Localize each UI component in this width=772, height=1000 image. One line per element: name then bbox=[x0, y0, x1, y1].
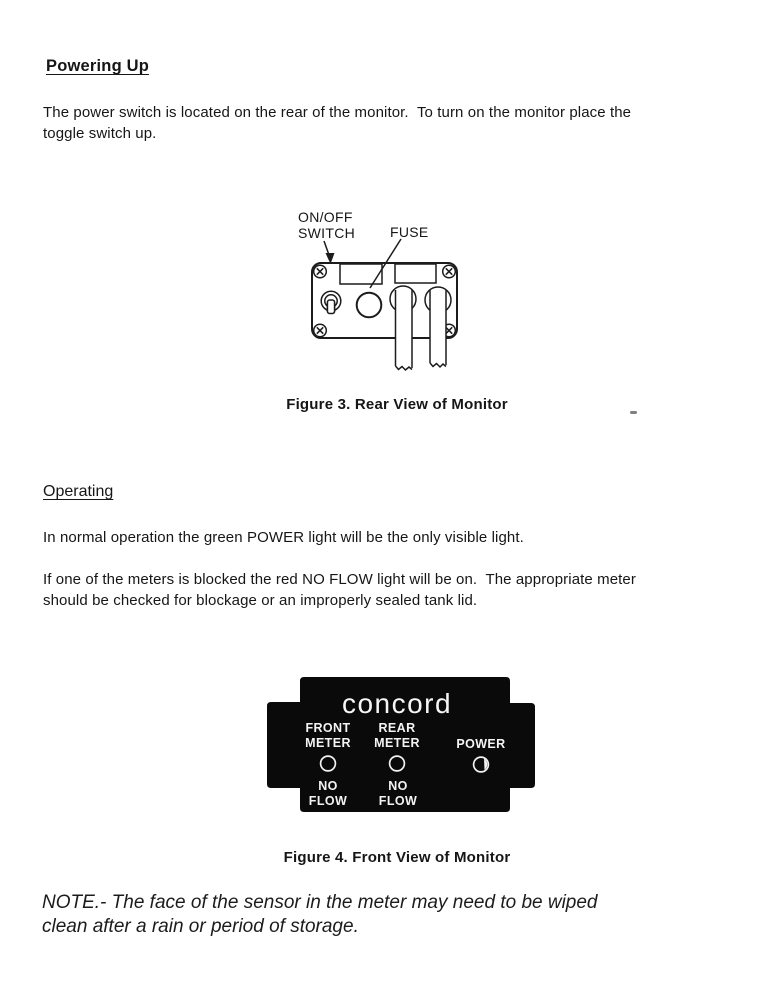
front-no-flow-label-line1: NO bbox=[318, 779, 338, 793]
rear-no-flow-label-line1: NO bbox=[388, 779, 408, 793]
figure4-caption: Figure 4. Front View of Monitor bbox=[283, 849, 511, 866]
figure-rear-view-diagram bbox=[290, 200, 475, 378]
note-line2: clean after a rain or period of storage. bbox=[42, 915, 359, 937]
screw-icon-top-right bbox=[443, 265, 456, 278]
paragraph-normal-operation: In normal operation the green POWER light will be the only visible light. bbox=[43, 529, 524, 546]
cable-left bbox=[396, 290, 413, 370]
paragraph-no-flow-line1: If one of the meters is blocked the red NO FLOW light will be on. The appropriate meter bbox=[43, 571, 636, 588]
figure-front-panel-diagram bbox=[265, 675, 540, 817]
fuse-label: FUSE bbox=[390, 224, 429, 240]
front-meter-label-line2: METER bbox=[305, 736, 351, 750]
front-no-flow-label-line2: FLOW bbox=[308, 794, 348, 808]
paragraph-power-switch-line1: The power switch is located on the rear of the monitor. To turn on the monitor place the bbox=[43, 104, 632, 121]
paragraph-no-flow bbox=[43, 569, 636, 611]
rear-meter-label-line2: METER bbox=[374, 736, 420, 750]
screw-icon-top-left bbox=[314, 265, 327, 278]
fuse-icon bbox=[357, 293, 382, 318]
front-meter-label-line1: FRONT bbox=[305, 721, 351, 735]
switch-leader-line bbox=[324, 241, 329, 255]
scan-artifact-mark bbox=[630, 411, 637, 414]
panel-cutout-right bbox=[395, 264, 436, 283]
cable-right bbox=[430, 290, 446, 367]
paragraph-no-flow-line2: should be checked for blockage or an improperly sealed tank lid. bbox=[43, 592, 478, 610]
rear-meter-label-line1: REAR bbox=[378, 721, 416, 735]
rear-no-flow-label-line2: FLOW bbox=[378, 794, 418, 808]
screw-icon-bottom-left bbox=[314, 324, 327, 337]
note-line1: NOTE.- The face of the sensor in the meter may need to be wiped bbox=[42, 892, 598, 913]
paragraph-power-switch-line2: toggle switch up. bbox=[43, 125, 157, 143]
panel-cutout-left bbox=[340, 264, 382, 284]
power-label: POWER bbox=[456, 737, 506, 751]
toggle-switch-icon bbox=[321, 291, 341, 313]
brand-concord: concord bbox=[341, 688, 453, 719]
heading-operating: Operating bbox=[43, 483, 114, 500]
figure3-caption: Figure 3. Rear View of Monitor bbox=[286, 396, 508, 413]
onoff-switch-label-line1: ON/OFF bbox=[298, 209, 353, 225]
note-paragraph bbox=[42, 891, 598, 938]
onoff-switch-label-line2: SWITCH bbox=[298, 225, 356, 241]
paragraph-power-switch bbox=[43, 102, 631, 144]
heading-powering-up: Powering Up bbox=[46, 57, 150, 75]
